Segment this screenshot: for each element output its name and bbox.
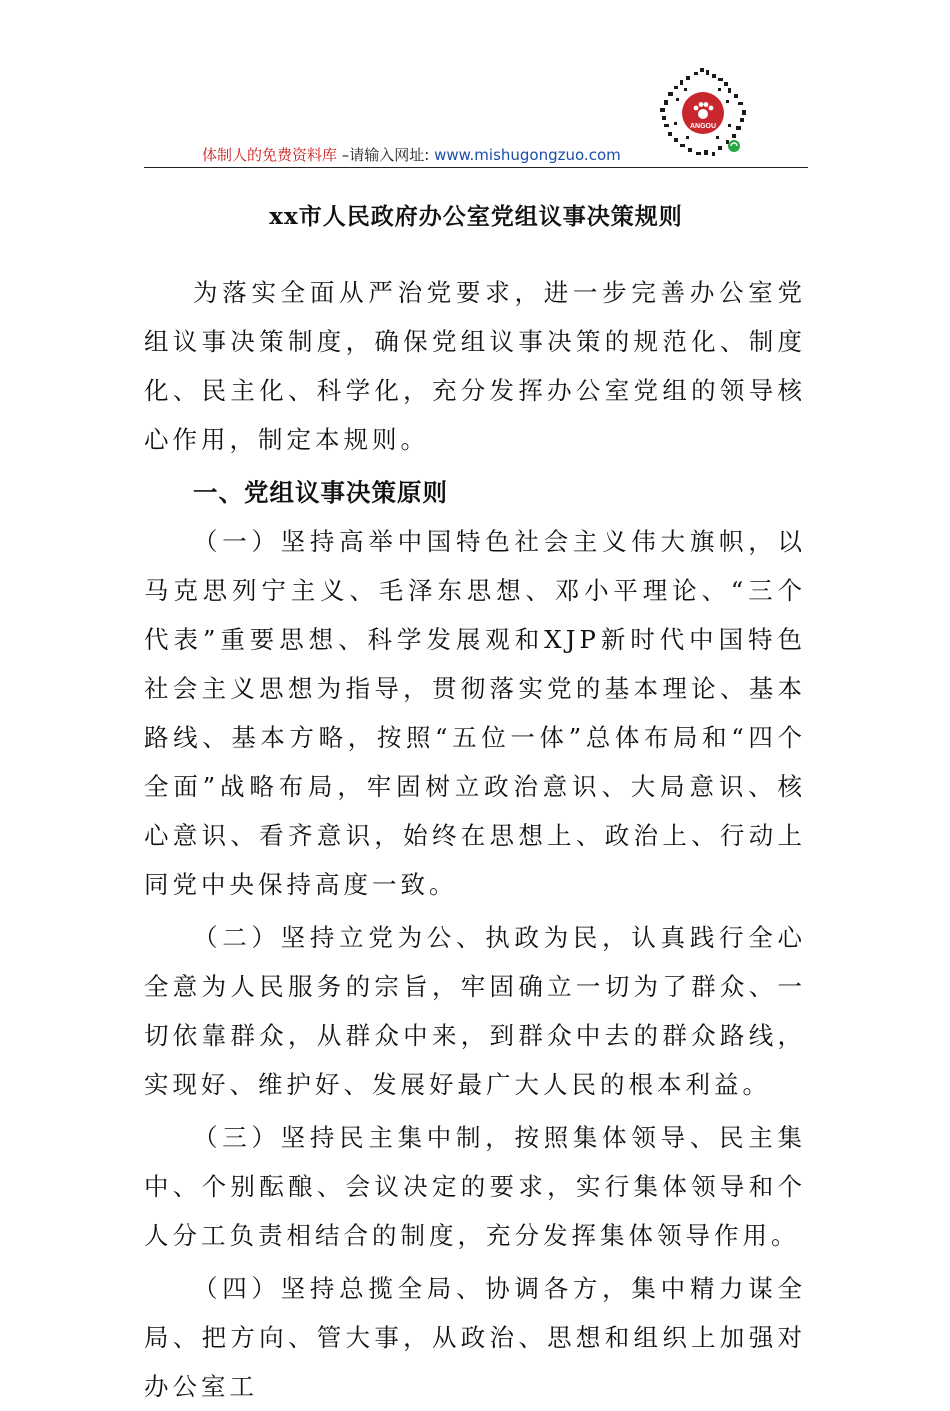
principle-item-2: （二）坚持立党为公、执政为民，认真践行全心全意为人民服务的宗旨，牢固确立一切为了群众、一切依靠群众，从群众中来，到群众中去的群众路线，实现好、维护好、发展好最广大人民的根本利益。 [144,923,806,1099]
header-url-link[interactable]: www.mishugongzuo.com [434,146,621,164]
principle-item-1: （一）坚持高举中国特色社会主义伟大旗帜，以马克思列宁主义、毛泽东思想、邓小平理论、“三个代表”重要思想、科学发展观和XJP新时代中国特色社会主义思想为指导，贯彻落实党的基本理论、基本路线、基本方略，按照“五位一体”总体布局和“四个全面”战略布局，牢固树立政治意识、大局意识、核心意识、看齐意识，始终在思想上、政治上、行动上同党中央保持高度一致。 [144,527,806,899]
header-banner [202,146,621,164]
wechat-mini-icon [728,140,740,152]
section-heading: 一、党组议事决策原则 [193,478,448,507]
principle-item-3: （三）坚持民主集中制，按照集体领导、民主集中、个别酝酿、会议决定的要求，实行集体领导和个人分工负责相结合的制度，充分发挥集体领导作用。 [144,1123,806,1250]
qr-code[interactable] [656,66,750,160]
qr-badge-label: ANGOU [689,123,717,130]
header-prompt: –请输入网址: [337,146,435,164]
principle-item-4: （四）坚持总揽全局、协调各方，集中精力谋全局、把方向、管大事，从政治、思想和组织上加强对办公室工 [144,1274,806,1401]
intro-paragraph: 为落实全面从严治党要求，进一步完善办公室党组议事决策制度，确保党组议事决策的规范化、制度化、民主化、科学化，充分发挥办公室党组的领导核心作用，制定本规则。 [144,278,806,454]
header-divider [144,167,808,168]
page-header [144,66,808,170]
header-brand: 体制人的免费资料库 [202,146,338,164]
document-title: xx市人民政府办公室党组议事决策规则 [269,203,683,230]
document-body [144,268,806,1411]
